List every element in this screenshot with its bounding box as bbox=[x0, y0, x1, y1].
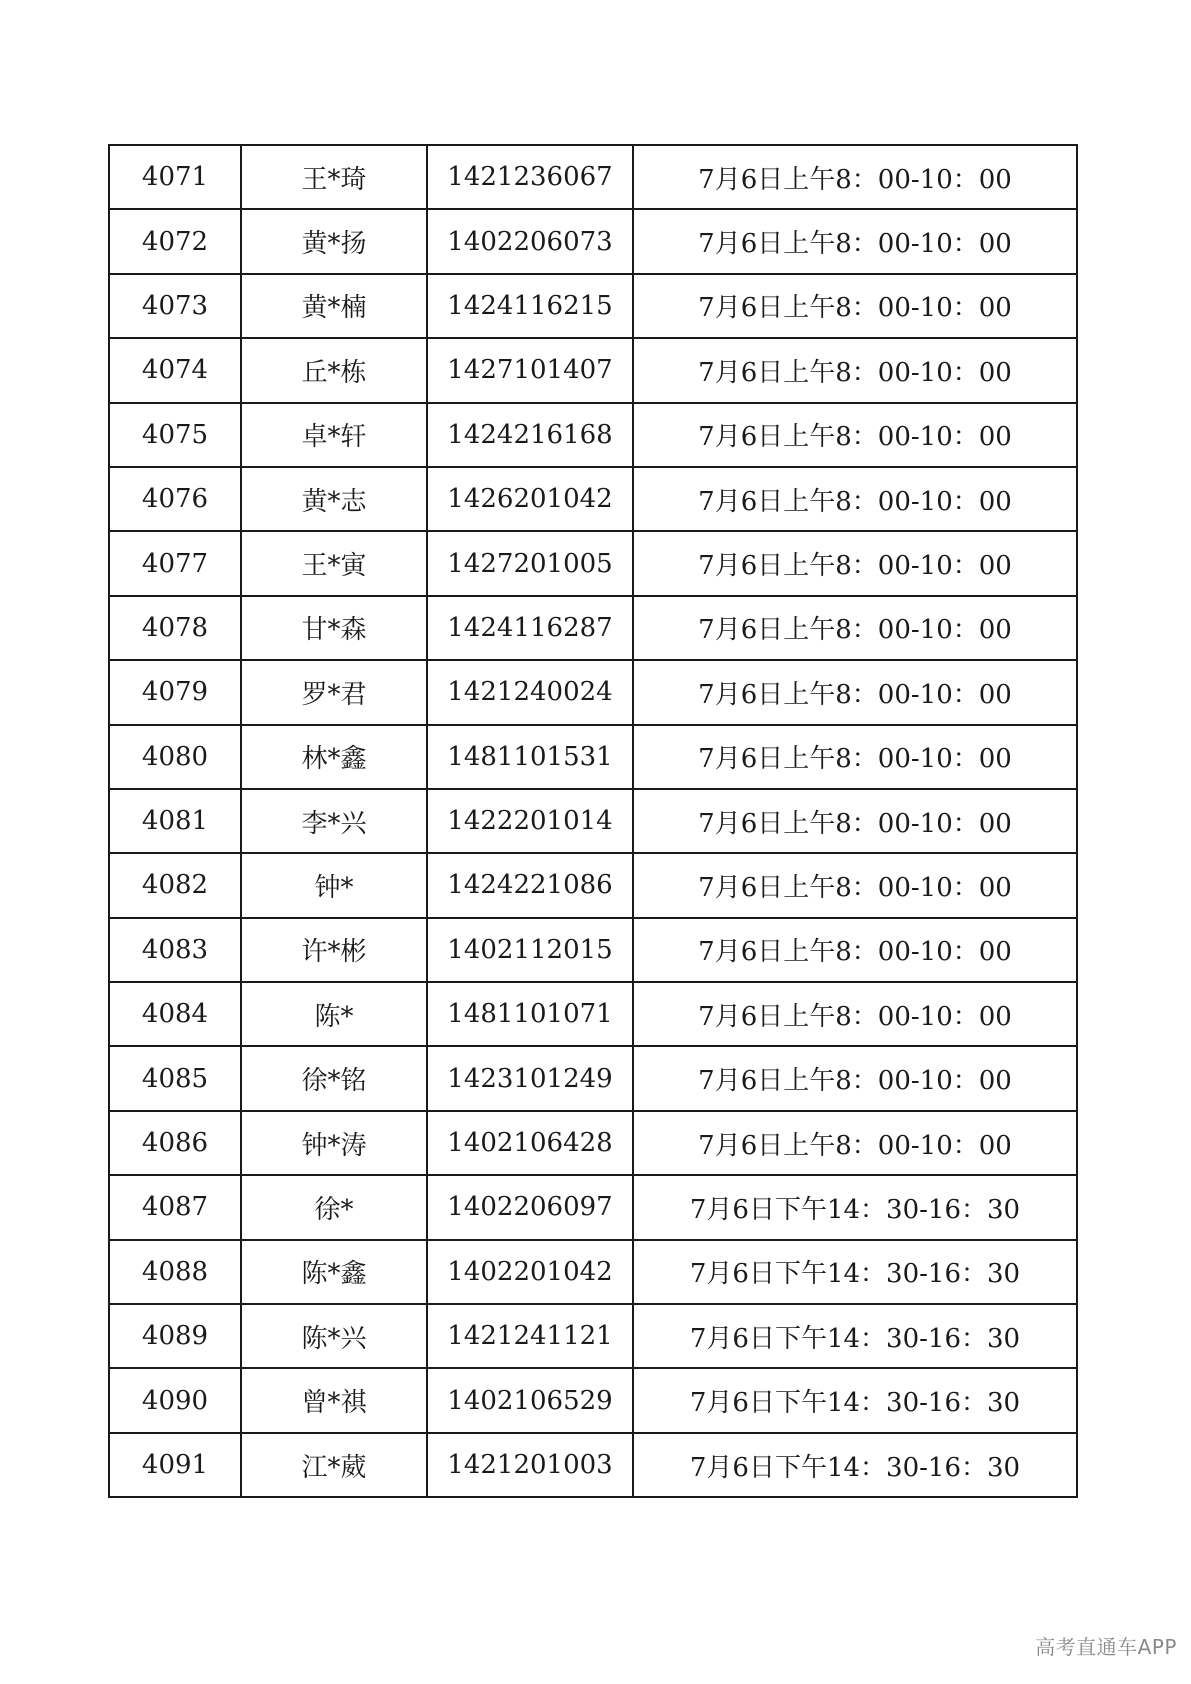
cell-time-slot: 7月6日上午8：00-10：00 bbox=[633, 918, 1077, 982]
table-row bbox=[109, 1304, 1077, 1368]
table-row bbox=[109, 982, 1077, 1046]
table-row bbox=[109, 660, 1077, 724]
table-row bbox=[109, 209, 1077, 273]
table-row bbox=[109, 467, 1077, 531]
cell-time-slot: 7月6日上午8：00-10：00 bbox=[633, 1046, 1077, 1110]
cell-time-slot: 7月6日上午8：00-10：00 bbox=[633, 209, 1077, 273]
table-row bbox=[109, 1111, 1077, 1175]
table-row bbox=[109, 1175, 1077, 1239]
cell-seq: 4075 bbox=[109, 403, 241, 467]
cell-name: 甘*森 bbox=[241, 596, 427, 660]
cell-seq: 4091 bbox=[109, 1433, 241, 1497]
cell-name: 李*兴 bbox=[241, 789, 427, 853]
table-row bbox=[109, 596, 1077, 660]
cell-exam-number: 1481101531 bbox=[427, 725, 633, 789]
cell-time-slot: 7月6日上午8：00-10：00 bbox=[633, 274, 1077, 338]
table-row bbox=[109, 725, 1077, 789]
cell-name: 徐* bbox=[241, 1175, 427, 1239]
cell-name: 陈* bbox=[241, 982, 427, 1046]
cell-exam-number: 1423101249 bbox=[427, 1046, 633, 1110]
cell-seq: 4077 bbox=[109, 531, 241, 595]
cell-time-slot: 7月6日上午8：00-10：00 bbox=[633, 467, 1077, 531]
schedule-table bbox=[108, 144, 1078, 1498]
cell-seq: 4076 bbox=[109, 467, 241, 531]
cell-seq: 4086 bbox=[109, 1111, 241, 1175]
cell-seq: 4072 bbox=[109, 209, 241, 273]
table-row bbox=[109, 531, 1077, 595]
cell-exam-number: 1402206073 bbox=[427, 209, 633, 273]
cell-time-slot: 7月6日上午8：00-10：00 bbox=[633, 982, 1077, 1046]
cell-exam-number: 1402106428 bbox=[427, 1111, 633, 1175]
cell-exam-number: 1421236067 bbox=[427, 145, 633, 209]
cell-seq: 4085 bbox=[109, 1046, 241, 1110]
cell-time-slot: 7月6日上午8：00-10：00 bbox=[633, 725, 1077, 789]
cell-time-slot: 7月6日上午8：00-10：00 bbox=[633, 531, 1077, 595]
cell-seq: 4083 bbox=[109, 918, 241, 982]
cell-exam-number: 1481101071 bbox=[427, 982, 633, 1046]
cell-exam-number: 1421240024 bbox=[427, 660, 633, 724]
cell-time-slot: 7月6日上午8：00-10：00 bbox=[633, 660, 1077, 724]
table-body bbox=[109, 145, 1077, 1497]
cell-time-slot: 7月6日下午14：30-16：30 bbox=[633, 1433, 1077, 1497]
cell-time-slot: 7月6日下午14：30-16：30 bbox=[633, 1368, 1077, 1432]
table-row bbox=[109, 145, 1077, 209]
cell-name: 丘*栋 bbox=[241, 338, 427, 402]
cell-exam-number: 1402206097 bbox=[427, 1175, 633, 1239]
cell-name: 钟* bbox=[241, 853, 427, 917]
cell-exam-number: 1402112015 bbox=[427, 918, 633, 982]
cell-exam-number: 1427101407 bbox=[427, 338, 633, 402]
cell-name: 林*鑫 bbox=[241, 725, 427, 789]
table-row bbox=[109, 918, 1077, 982]
cell-seq: 4088 bbox=[109, 1240, 241, 1304]
cell-seq: 4089 bbox=[109, 1304, 241, 1368]
cell-name: 徐*铭 bbox=[241, 1046, 427, 1110]
watermark-text: 高考直通车APP bbox=[1035, 1635, 1177, 1659]
cell-exam-number: 1402106529 bbox=[427, 1368, 633, 1432]
table-row bbox=[109, 338, 1077, 402]
cell-name: 卓*轩 bbox=[241, 403, 427, 467]
table-row bbox=[109, 1046, 1077, 1110]
cell-time-slot: 7月6日下午14：30-16：30 bbox=[633, 1240, 1077, 1304]
cell-seq: 4087 bbox=[109, 1175, 241, 1239]
cell-exam-number: 1424221086 bbox=[427, 853, 633, 917]
cell-exam-number: 1402201042 bbox=[427, 1240, 633, 1304]
cell-exam-number: 1421241121 bbox=[427, 1304, 633, 1368]
cell-exam-number: 1421201003 bbox=[427, 1433, 633, 1497]
cell-seq: 4084 bbox=[109, 982, 241, 1046]
cell-seq: 4080 bbox=[109, 725, 241, 789]
cell-time-slot: 7月6日上午8：00-10：00 bbox=[633, 403, 1077, 467]
cell-name: 陈*鑫 bbox=[241, 1240, 427, 1304]
cell-exam-number: 1426201042 bbox=[427, 467, 633, 531]
cell-name: 曾*祺 bbox=[241, 1368, 427, 1432]
cell-exam-number: 1424116287 bbox=[427, 596, 633, 660]
cell-seq: 4079 bbox=[109, 660, 241, 724]
cell-seq: 4081 bbox=[109, 789, 241, 853]
table-row bbox=[109, 789, 1077, 853]
cell-name: 钟*涛 bbox=[241, 1111, 427, 1175]
cell-time-slot: 7月6日上午8：00-10：00 bbox=[633, 853, 1077, 917]
cell-name: 黄*扬 bbox=[241, 209, 427, 273]
cell-name: 陈*兴 bbox=[241, 1304, 427, 1368]
cell-seq: 4078 bbox=[109, 596, 241, 660]
table-row bbox=[109, 403, 1077, 467]
cell-seq: 4090 bbox=[109, 1368, 241, 1432]
cell-seq: 4073 bbox=[109, 274, 241, 338]
cell-time-slot: 7月6日上午8：00-10：00 bbox=[633, 145, 1077, 209]
cell-seq: 4071 bbox=[109, 145, 241, 209]
cell-time-slot: 7月6日上午8：00-10：00 bbox=[633, 596, 1077, 660]
cell-time-slot: 7月6日上午8：00-10：00 bbox=[633, 1111, 1077, 1175]
cell-name: 许*彬 bbox=[241, 918, 427, 982]
cell-seq: 4074 bbox=[109, 338, 241, 402]
cell-name: 黄*楠 bbox=[241, 274, 427, 338]
table-row bbox=[109, 1433, 1077, 1497]
cell-exam-number: 1424216168 bbox=[427, 403, 633, 467]
cell-seq: 4082 bbox=[109, 853, 241, 917]
table-row bbox=[109, 274, 1077, 338]
table-row bbox=[109, 1240, 1077, 1304]
cell-time-slot: 7月6日下午14：30-16：30 bbox=[633, 1304, 1077, 1368]
cell-time-slot: 7月6日下午14：30-16：30 bbox=[633, 1175, 1077, 1239]
cell-time-slot: 7月6日上午8：00-10：00 bbox=[633, 338, 1077, 402]
cell-exam-number: 1424116215 bbox=[427, 274, 633, 338]
cell-exam-number: 1422201014 bbox=[427, 789, 633, 853]
cell-name: 王*寅 bbox=[241, 531, 427, 595]
table-row bbox=[109, 853, 1077, 917]
cell-time-slot: 7月6日上午8：00-10：00 bbox=[633, 789, 1077, 853]
cell-name: 江*葳 bbox=[241, 1433, 427, 1497]
cell-exam-number: 1427201005 bbox=[427, 531, 633, 595]
cell-name: 黄*志 bbox=[241, 467, 427, 531]
cell-name: 罗*君 bbox=[241, 660, 427, 724]
cell-name: 王*琦 bbox=[241, 145, 427, 209]
table-row bbox=[109, 1368, 1077, 1432]
